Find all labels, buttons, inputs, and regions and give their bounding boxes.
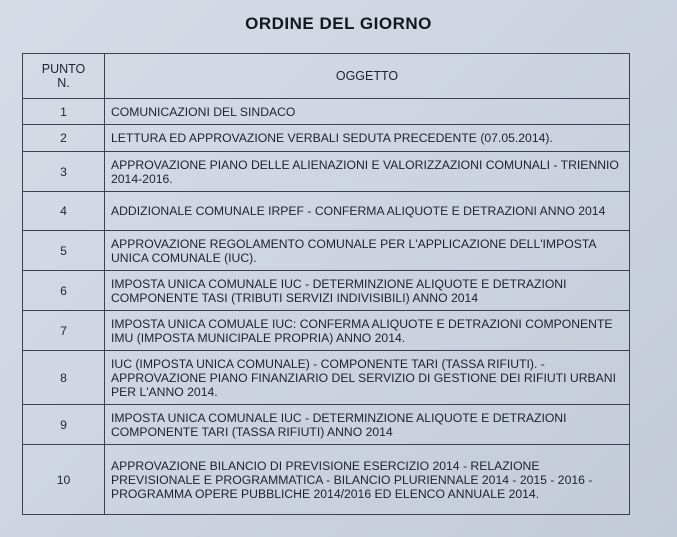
row-text: ADDIZIONALE COMUNALE IRPEF - CONFERMA ALIQUOTE E DETRAZIONI ANNO 2014 (105, 192, 630, 231)
row-text: APPROVAZIONE REGOLAMENTO COMUNALE PER L'APPLICAZIONE DELL'IMPOSTA UNICA COMUNALE (IUC). (105, 231, 630, 271)
row-number: 3 (23, 152, 105, 192)
row-number: 10 (23, 445, 105, 515)
table-row (23, 271, 630, 311)
row-text: IMPOSTA UNICA COMUNALE IUC - DETERMINZIONE ALIQUOTE E DETRAZIONI COMPONENTE TASI (TRIBUTI SERVIZI INDIVISIBILI) ANNO 2014 (105, 271, 630, 311)
page-title: ORDINE DEL GIORNO (245, 14, 432, 33)
row-text: LETTURA ED APPROVAZIONE VERBALI SEDUTA PRECEDENTE (07.05.2014). (105, 125, 630, 152)
header-punto-label: PUNTO N. (41, 62, 86, 90)
table-row (23, 192, 630, 231)
table-row (23, 231, 630, 271)
header-oggetto: OGGETTO (105, 54, 630, 99)
row-number: 5 (23, 231, 105, 271)
table-row (23, 99, 630, 125)
row-number: 1 (23, 99, 105, 125)
table-row (23, 405, 630, 445)
table-header-row (23, 54, 630, 99)
table-row (23, 152, 630, 192)
row-text: APPROVAZIONE BILANCIO DI PREVISIONE ESERCIZIO 2014 - RELAZIONE PREVISIONALE E PROGRAMMATICA - BILANCIO PLURIENNALE 2014 - 2015 - 2016 - PROGRAMMA OPERE PUBBLICHE 2014/2016 ED ELENCO ANNUALE 2014. (105, 445, 630, 515)
table-row (23, 445, 630, 515)
row-number: 9 (23, 405, 105, 445)
row-number: 4 (23, 192, 105, 231)
row-number: 6 (23, 271, 105, 311)
row-text: APPROVAZIONE PIANO DELLE ALIENAZIONI E VALORIZZAZIONI COMUNALI - TRIENNIO 2014-2016. (105, 152, 630, 192)
table-row (23, 125, 630, 152)
row-number: 8 (23, 351, 105, 405)
row-text: COMUNICAZIONI DEL SINDACO (105, 99, 630, 125)
row-text: IMPOSTA UNICA COMUNALE IUC - DETERMINZIONE ALIQUOTE E DETRAZIONI COMPONENTE TARI (TASSA RIFIUTI) ANNO 2014 (105, 405, 630, 445)
row-number: 2 (23, 125, 105, 152)
header-punto (23, 54, 105, 99)
row-number: 7 (23, 311, 105, 351)
table-row (23, 311, 630, 351)
agenda-table (22, 53, 630, 515)
row-text: IUC (IMPOSTA UNICA COMUNALE) - COMPONENTE TARI (TASSA RIFIUTI). - APPROVAZIONE PIANO FINANZIARIO DEL SERVIZIO DI GESTIONE DEI RIFIUTI URBANI PER L'ANNO 2014. (105, 351, 630, 405)
row-text: IMPOSTA UNICA COMUALE IUC: CONFERMA ALIQUOTE E DETRAZIONI COMPONENTE IMU (IMPOSTA MUNICIPALE PROPRIA) ANNO 2014. (105, 311, 630, 351)
table-row (23, 351, 630, 405)
